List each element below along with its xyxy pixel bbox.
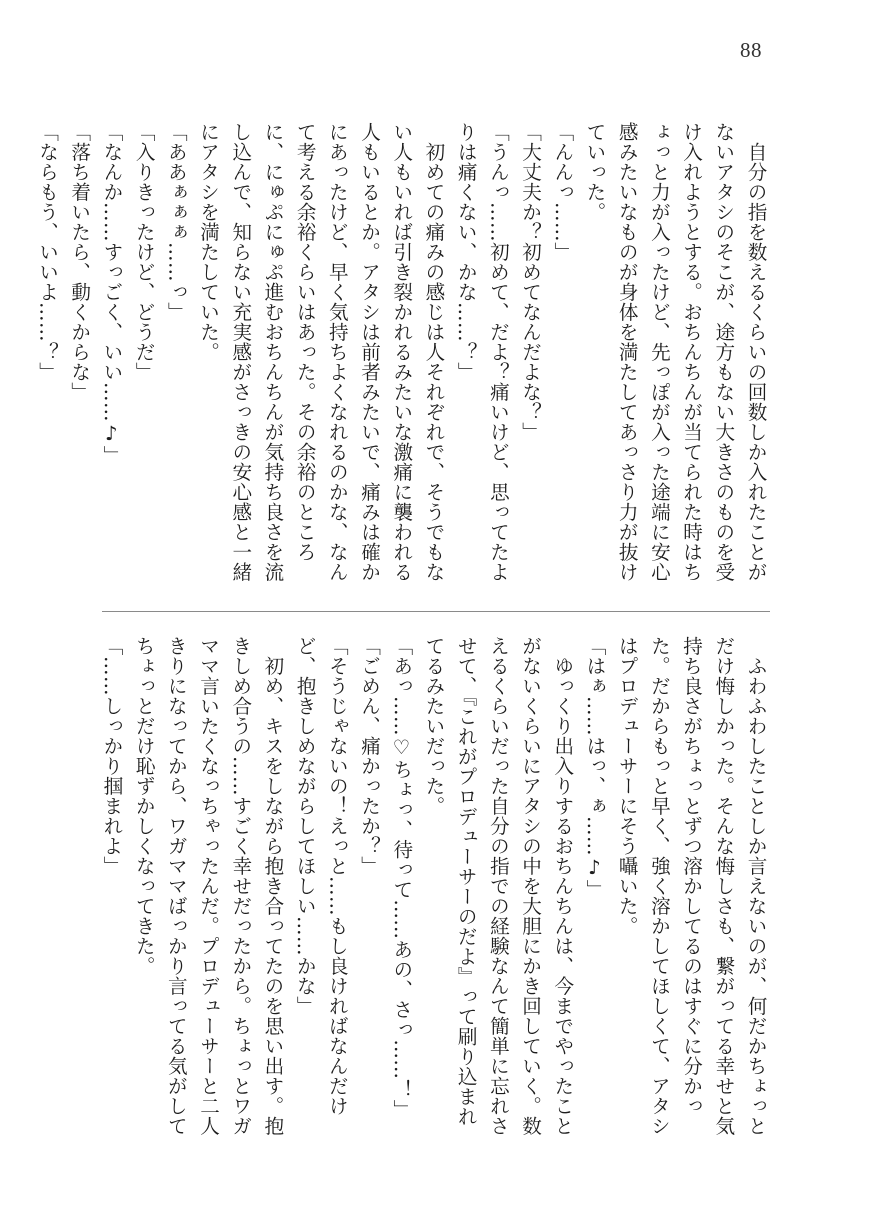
- paragraph: 初めての痛みの感じは人それぞれで、そうでもない人もいれば引き裂かれるみたいな激痛に襲われる人もいるとか。アタシは前者みたいで、痛みは確かにあったけど、早く気持ちよくなれるのかな、なんて考える余裕くらいはあった。その余裕のところに、にゅぷにゅぷ進むおちんちんが気持ち良さを流し込んで、知らない充実感がさっきの安心感と一緒にアタシを満たしていた。: [196, 122, 445, 582]
- paragraph: 「そうじゃないの！えっと……もし良ければなんだけど、抱きしめながらしてほしい……かな」: [293, 636, 349, 1116]
- paragraph: 「うんっ……初めて、だよ？痛いけど、思ってたよりは痛くない、かな……？」: [454, 122, 510, 582]
- paragraph: 「……しっかり掴まれよ」: [99, 636, 123, 876]
- paragraph: 「入りきったけど、どうだ」: [132, 122, 156, 382]
- paragraph: 「はぁ……はっ、ぁ……♪」: [582, 636, 606, 900]
- paragraph: 「ごめん、痛かったか？」: [357, 636, 381, 876]
- paragraph: 初め、キスをしながら抱き合ってたのを思い出す。抱きしめ合うの……すごく幸せだったから。ちょっとワガママ言いたくなっちゃったんだ。プロデューサーと二人きりになってから、ワガママばっかり言ってる気がしてちょっとだけ恥ずかしくなってきた。: [132, 636, 284, 1136]
- paragraph: 自分の指を数えるくらいの回数しか入れたことがないアタシのそこが、途方もない大きさのものを受け入れようとする。おちんちんが当てられた時はちょっと力が入ったけど、先っぽが入った途端に安心感みたいなものが身体を満たしてあっさり力が抜けていった。: [582, 122, 767, 582]
- paragraph: 「落ち着いたら、動くからな」: [67, 122, 91, 402]
- block-divider: [102, 611, 770, 612]
- upper-text-block: [35, 122, 771, 592]
- lower-text-block: [99, 636, 771, 1136]
- paragraph: 「あっ……♡ちょっ、待って……あの、さっ……！」: [389, 636, 413, 1120]
- page-number: 88: [740, 38, 762, 62]
- paragraph: 「ああぁぁぁ……っ」: [164, 122, 188, 322]
- paragraph: 「大丈夫か？初めてなんだよな？」: [518, 122, 542, 442]
- paragraph: ふわふわしたことしか言えないのが、何だかちょっとだけ悔しかった。そんな悔しさも、繋がってる幸せと気持ち良さがちょっとずつ溶かしてるのはすぐに分かった。だからもっと早く、強く溶かしてほしくて、アタシはプロデューサーにそう囁いた。: [615, 636, 767, 1136]
- paragraph: ゆっくり出入りするおちんちんは、今までやったことがないくらいにアタシの中を大胆にかき回していく。数えるくらいだった自分の指での経験なんて簡単に忘れさせて、『これがプロデューサーのだよ』って刷り込まれてるみたいだった。: [421, 636, 574, 1136]
- paragraph: 「なんか……すっごく、いい……♪」: [99, 122, 123, 466]
- paragraph: 「ならもう、いいよ……？」: [35, 122, 59, 382]
- paragraph: 「んんっ……」: [550, 122, 574, 262]
